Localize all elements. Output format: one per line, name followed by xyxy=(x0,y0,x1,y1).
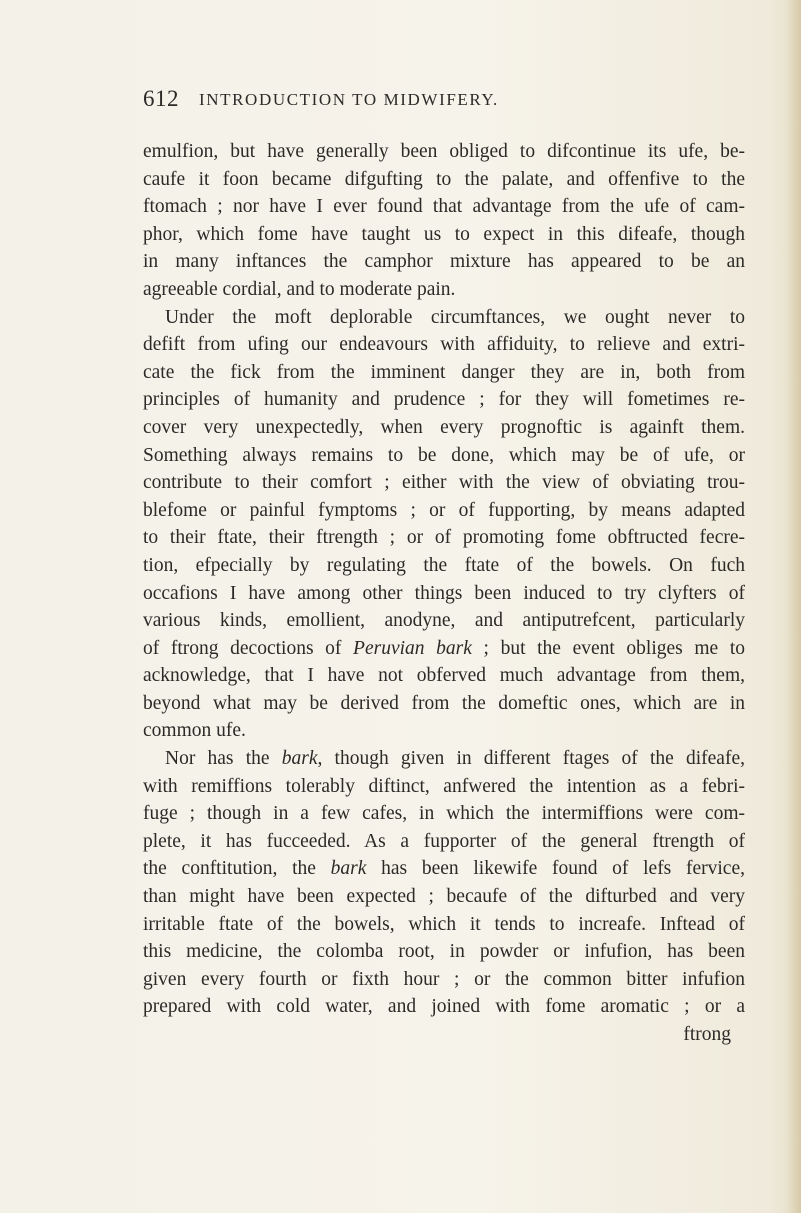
text-line: of ftrong decoctions of Peruvian bark ; but the event obliges me to xyxy=(143,637,745,659)
page-edge-shadow xyxy=(787,0,801,1213)
text-line: emulfion, but have generally been obliged to difcontinue its ufe, be- xyxy=(143,141,745,162)
page-header xyxy=(143,86,733,116)
paragraph-start-line: Under the moft deplorable circumftances, we ought never to xyxy=(165,306,745,328)
text-line: the conftitution, the bark has been likewife found of lefs fervice, xyxy=(143,858,745,880)
text-line: acknowledge, that I have not obferved much advantage from them, xyxy=(143,665,745,687)
italic-term: bark xyxy=(281,748,318,770)
text-line: Something always remains to be done, which may be of ufe, or xyxy=(143,444,745,466)
paragraph-start-line: Nor has the bark, though given in different ftages of the difeafe, xyxy=(165,748,745,770)
text-line: fuge ; though in a few cafes, in which the intermiffions were com- xyxy=(143,803,745,825)
text-line: cover very unexpectedly, when every prognoftic is againft them. xyxy=(143,416,745,438)
text-line: phor, which fome have taught us to expect in this difeafe, though xyxy=(143,223,745,245)
text-line: various kinds, emollient, anodyne, and antiputrefcent, particularly xyxy=(143,610,745,632)
text-line: agreeable cordial, and to moderate pain. xyxy=(143,278,456,300)
text-line: cate the fick from the imminent danger they are in, both from xyxy=(143,361,745,383)
text-line: tion, efpecially by regulating the ftate of the bowels. On fuch xyxy=(143,554,745,576)
text-line: irritable ftate of the bowels, which it tends to increafe. Inftead of xyxy=(143,913,745,935)
page-number: 612 xyxy=(143,86,179,111)
text-line: defift from ufing our endeavours with affiduity, to relieve and extri- xyxy=(143,334,745,356)
body-text xyxy=(143,138,745,1049)
text-line: contribute to their comfort ; either with the view of obviating trou- xyxy=(143,472,745,494)
text-line: caufe it foon became difgufting to the palate, and offenfive to the xyxy=(143,168,745,190)
running-head: INTRODUCTION TO MIDWIFERY. xyxy=(199,90,499,109)
text-line: beyond what may be derived from the domeftic ones, which are in xyxy=(143,692,745,714)
text-line: ftomach ; nor have I ever found that advantage from the ufe of cam- xyxy=(143,196,745,218)
text-line: in many inftances the camphor mixture has appeared to be an xyxy=(143,251,745,273)
catchword: ftrong xyxy=(683,1024,731,1045)
text-line: this medicine, the colomba root, in powder or infufion, has been xyxy=(143,941,745,963)
text-line: plete, it has fucceeded. As a fupporter of the general ftrength of xyxy=(143,830,745,852)
italic-term: Peruvian bark xyxy=(353,637,472,659)
text-line: common ufe. xyxy=(143,720,246,742)
text-line: with remiffions tolerably diftinct, anfwered the intention as a febri- xyxy=(143,775,745,797)
italic-term: bark xyxy=(330,858,367,880)
text-line: blefome or painful fymptoms ; or of fupporting, by means adapted xyxy=(143,499,745,521)
text-line: than might have been expected ; becaufe of the difturbed and very xyxy=(143,886,745,908)
text-line: given every fourth or fixth hour ; or the common bitter infufion xyxy=(143,968,745,990)
text-line: occafions I have among other things been induced to try clyfters of xyxy=(143,582,745,604)
text-line: principles of humanity and prudence ; for they will fometimes re- xyxy=(143,389,745,411)
text-line: prepared with cold water, and joined with fome aromatic ; or a xyxy=(143,996,745,1018)
text-line: to their ftate, their ftrength ; or of promoting fome obftructed fecre- xyxy=(143,527,745,549)
